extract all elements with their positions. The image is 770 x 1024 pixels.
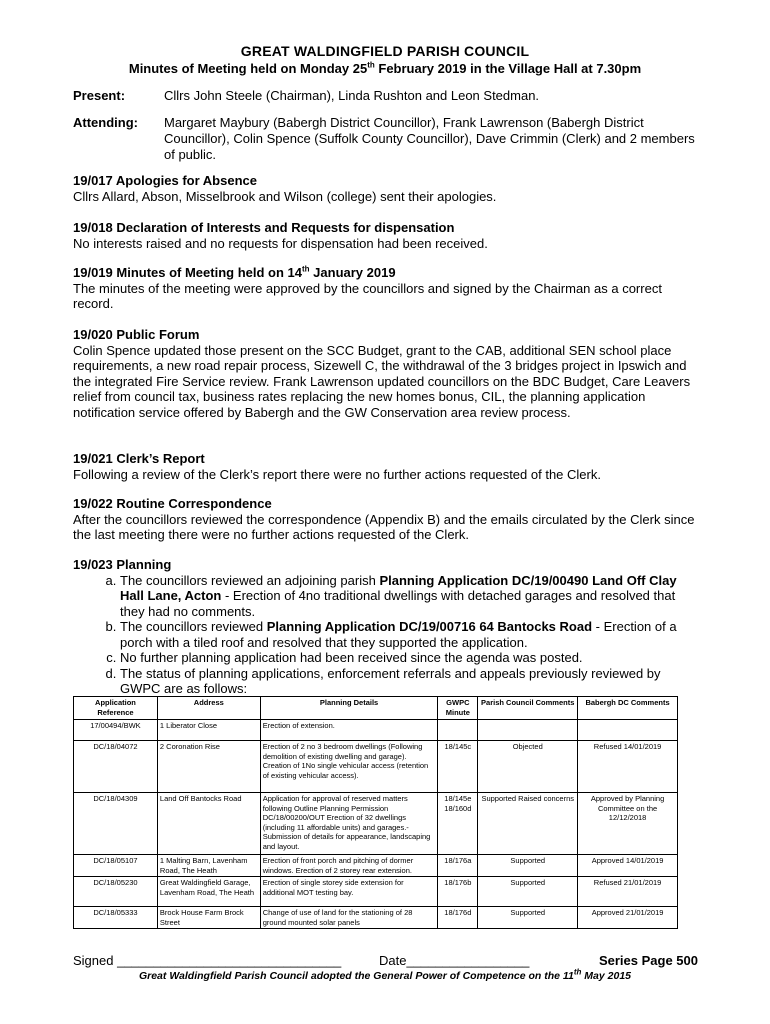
header-gwpc-minute: GWPC Minute [438,697,478,720]
table-row [74,855,678,877]
cell-address: 1 Liberator Close [157,720,260,741]
table-row [74,907,678,929]
section-public-forum [73,327,703,420]
section-heading: 19/021 Clerk’s Report [73,451,205,466]
section-body: Following a review of the Clerk’s report there were no further actions requested of the Clerk. [73,466,601,482]
cell-parish-comment [478,720,578,741]
cell-details: Application for approval of reserved matters following Outline Planning Permission DC/18/00200/OUT Erection of 32 dwellings (including 11 affordable units) and garages.- Submission of details for appearance, landscaping and layout. [260,793,438,855]
header-address: Address [157,697,260,720]
cell-babergh-comment: Approved by Planning Committee on the 12/12/2018 [578,793,678,855]
signed-field: Signed _______________________________ [73,953,342,968]
cell-minute: 18/176d [438,907,478,929]
cell-address: Land Off Bantocks Road [157,793,260,855]
attending-text: Margaret Maybury (Babergh District Councillor), Frank Lawrenson (Babergh District Councillor), Colin Spence (Suffolk County Councillor), Dave Crimmin (Clerk) and 2 members of public. [164,115,695,162]
cell-babergh-comment: Refused 21/01/2019 [578,877,678,907]
section-body: No interests raised and no requests for dispensation had been received. [73,235,488,251]
planning-item-c: c. No further planning application had been received since the agenda was posted. [120,650,703,666]
section-planning [73,557,703,697]
planning-item-a: a. The councillors reviewed an adjoining parish Planning Application DC/19/00490 Land Off Clay Hall Lane, Acton - Erection of 4no traditional dwellings with detached garages and resolved that they had no comments. [120,573,703,620]
section-heading: 19/017 Apologies for Absence [73,173,257,188]
section-apologies [73,173,703,204]
planning-status-table [73,696,678,929]
attending-row [73,115,703,163]
cell-parish-comment: Supported [478,877,578,907]
attending-label: Attending: [73,115,138,130]
cell-babergh-comment: Refused 14/01/2019 [578,741,678,793]
header-application-reference: Application Reference [74,697,158,720]
planning-item-d: d. The status of planning applications, enforcement referrals and appeals previously reviewed by GWPC are as follows: [120,666,703,697]
cell-babergh-comment: Approved 21/01/2019 [578,907,678,929]
section-body: Cllrs Allard, Abson, Misselbrook and Wilson (college) sent their apologies. [73,188,497,204]
section-clerks-report [73,451,703,482]
cell-address: Brock House Farm Brock Street [157,907,260,929]
cell-reference: DC/18/04309 [74,793,158,855]
cell-address: Great Waldingfield Garage, Lavenham Road, The Heath [157,877,260,907]
cell-details: Erection of 2 no 3 bedroom dwellings (Following demolition of existing dwelling and garage). Creation of 1No single vehicular access (retention of existing vehicular access). [260,741,438,793]
section-minutes [73,265,703,312]
section-body: After the councillors reviewed the correspondence (Appendix B) and the emails circulated by the Clerk since the last meeting there were no further actions requested of the Clerk. [73,511,695,542]
section-heading: 19/023 Planning [73,557,172,572]
header-planning-details: Planning Details [260,697,438,720]
series-page-number: Series Page 500 [598,953,698,968]
header-parish-comments: Parish Council Comments [478,697,578,720]
page-footer: Great Waldingfield Parish Council adopted the General Power of Competence on the 11th May 2015 [138,967,632,982]
cell-minute: 18/145c [438,741,478,793]
section-heading: 19/020 Public Forum [73,327,200,342]
header-babergh-comments: Babergh DC Comments [578,697,678,720]
planning-item-b: b. The councillors reviewed Planning Application DC/19/00716 64 Bantocks Road - Erection of a porch with a tiled roof and resolved that they supported the application. [120,619,703,650]
table-row [74,720,678,741]
table-row [74,877,678,907]
cell-parish-comment: Supported [478,855,578,877]
cell-reference: DC/18/04072 [74,741,158,793]
present-row [73,88,703,104]
section-body: Colin Spence updated those present on the SCC Budget, grant to the CAB, additional SEN school place requirements, a new road repair process, Sizewell C, the withdrawal of the 3 bridges project in Ipswich and the integrated Fire Service review. Frank Lawrenson updated councillors on the BDC Budget, Care Leavers relief from council tax, business rates replacing the new homes bonus, CIL, the planning application notification service offered by Babergh and the GW Conservation area review process. [73,342,691,420]
signature-line [73,953,698,968]
section-correspondence [73,496,703,543]
section-body: The minutes of the meeting were approved by the councillors and signed by the Chairman as a correct record. [73,280,662,311]
present-label: Present: [73,88,126,103]
cell-details: Change of use of land for the stationing of 28 ground mounted solar panels [260,907,438,929]
section-heading: 19/022 Routine Correspondence [73,496,272,511]
cell-minute [438,720,478,741]
cell-babergh-comment [578,720,678,741]
cell-details: Erection of extension. [260,720,438,741]
cell-reference: DC/18/05107 [74,855,158,877]
cell-parish-comment: Supported Raised concerns [478,793,578,855]
cell-minute: 18/176b [438,877,478,907]
cell-parish-comment: Objected [478,741,578,793]
section-heading: 19/019 Minutes of Meeting held on 14th January 2019 [73,264,396,280]
table-row [74,793,678,855]
document-subtitle: Minutes of Meeting held on Monday 25th February 2019 in the Village Hall at 7.30pm [128,60,642,76]
cell-reference: DC/18/05230 [74,877,158,907]
document-title: GREAT WALDINGFIELD PARISH COUNCIL [240,43,530,59]
cell-address: 2 Coronation Rise [157,741,260,793]
cell-reference: 17/00494/BWK [74,720,158,741]
cell-parish-comment: Supported [478,907,578,929]
planning-list [73,573,703,697]
cell-minute: 18/176a [438,855,478,877]
section-declarations [73,220,703,251]
cell-reference: DC/18/05333 [74,907,158,929]
cell-details: Erection of front porch and pitching of dormer windows. Erection of 2 storey rear extension. [260,855,438,877]
table-header-row [74,697,678,720]
date-field: Date_________________ [379,953,530,968]
cell-babergh-comment: Approved 14/01/2019 [578,855,678,877]
cell-address: 1 Malting Barn, Lavenham Road, The Heath [157,855,260,877]
present-text: Cllrs John Steele (Chairman), Linda Rushton and Leon Stedman. [164,88,540,103]
section-heading: 19/018 Declaration of Interests and Requests for dispensation [73,220,455,235]
cell-minute: 18/145e 18/160d [438,793,478,855]
table-row [74,741,678,793]
cell-details: Erection of single storey side extension for additional MOT testing bay. [260,877,438,907]
